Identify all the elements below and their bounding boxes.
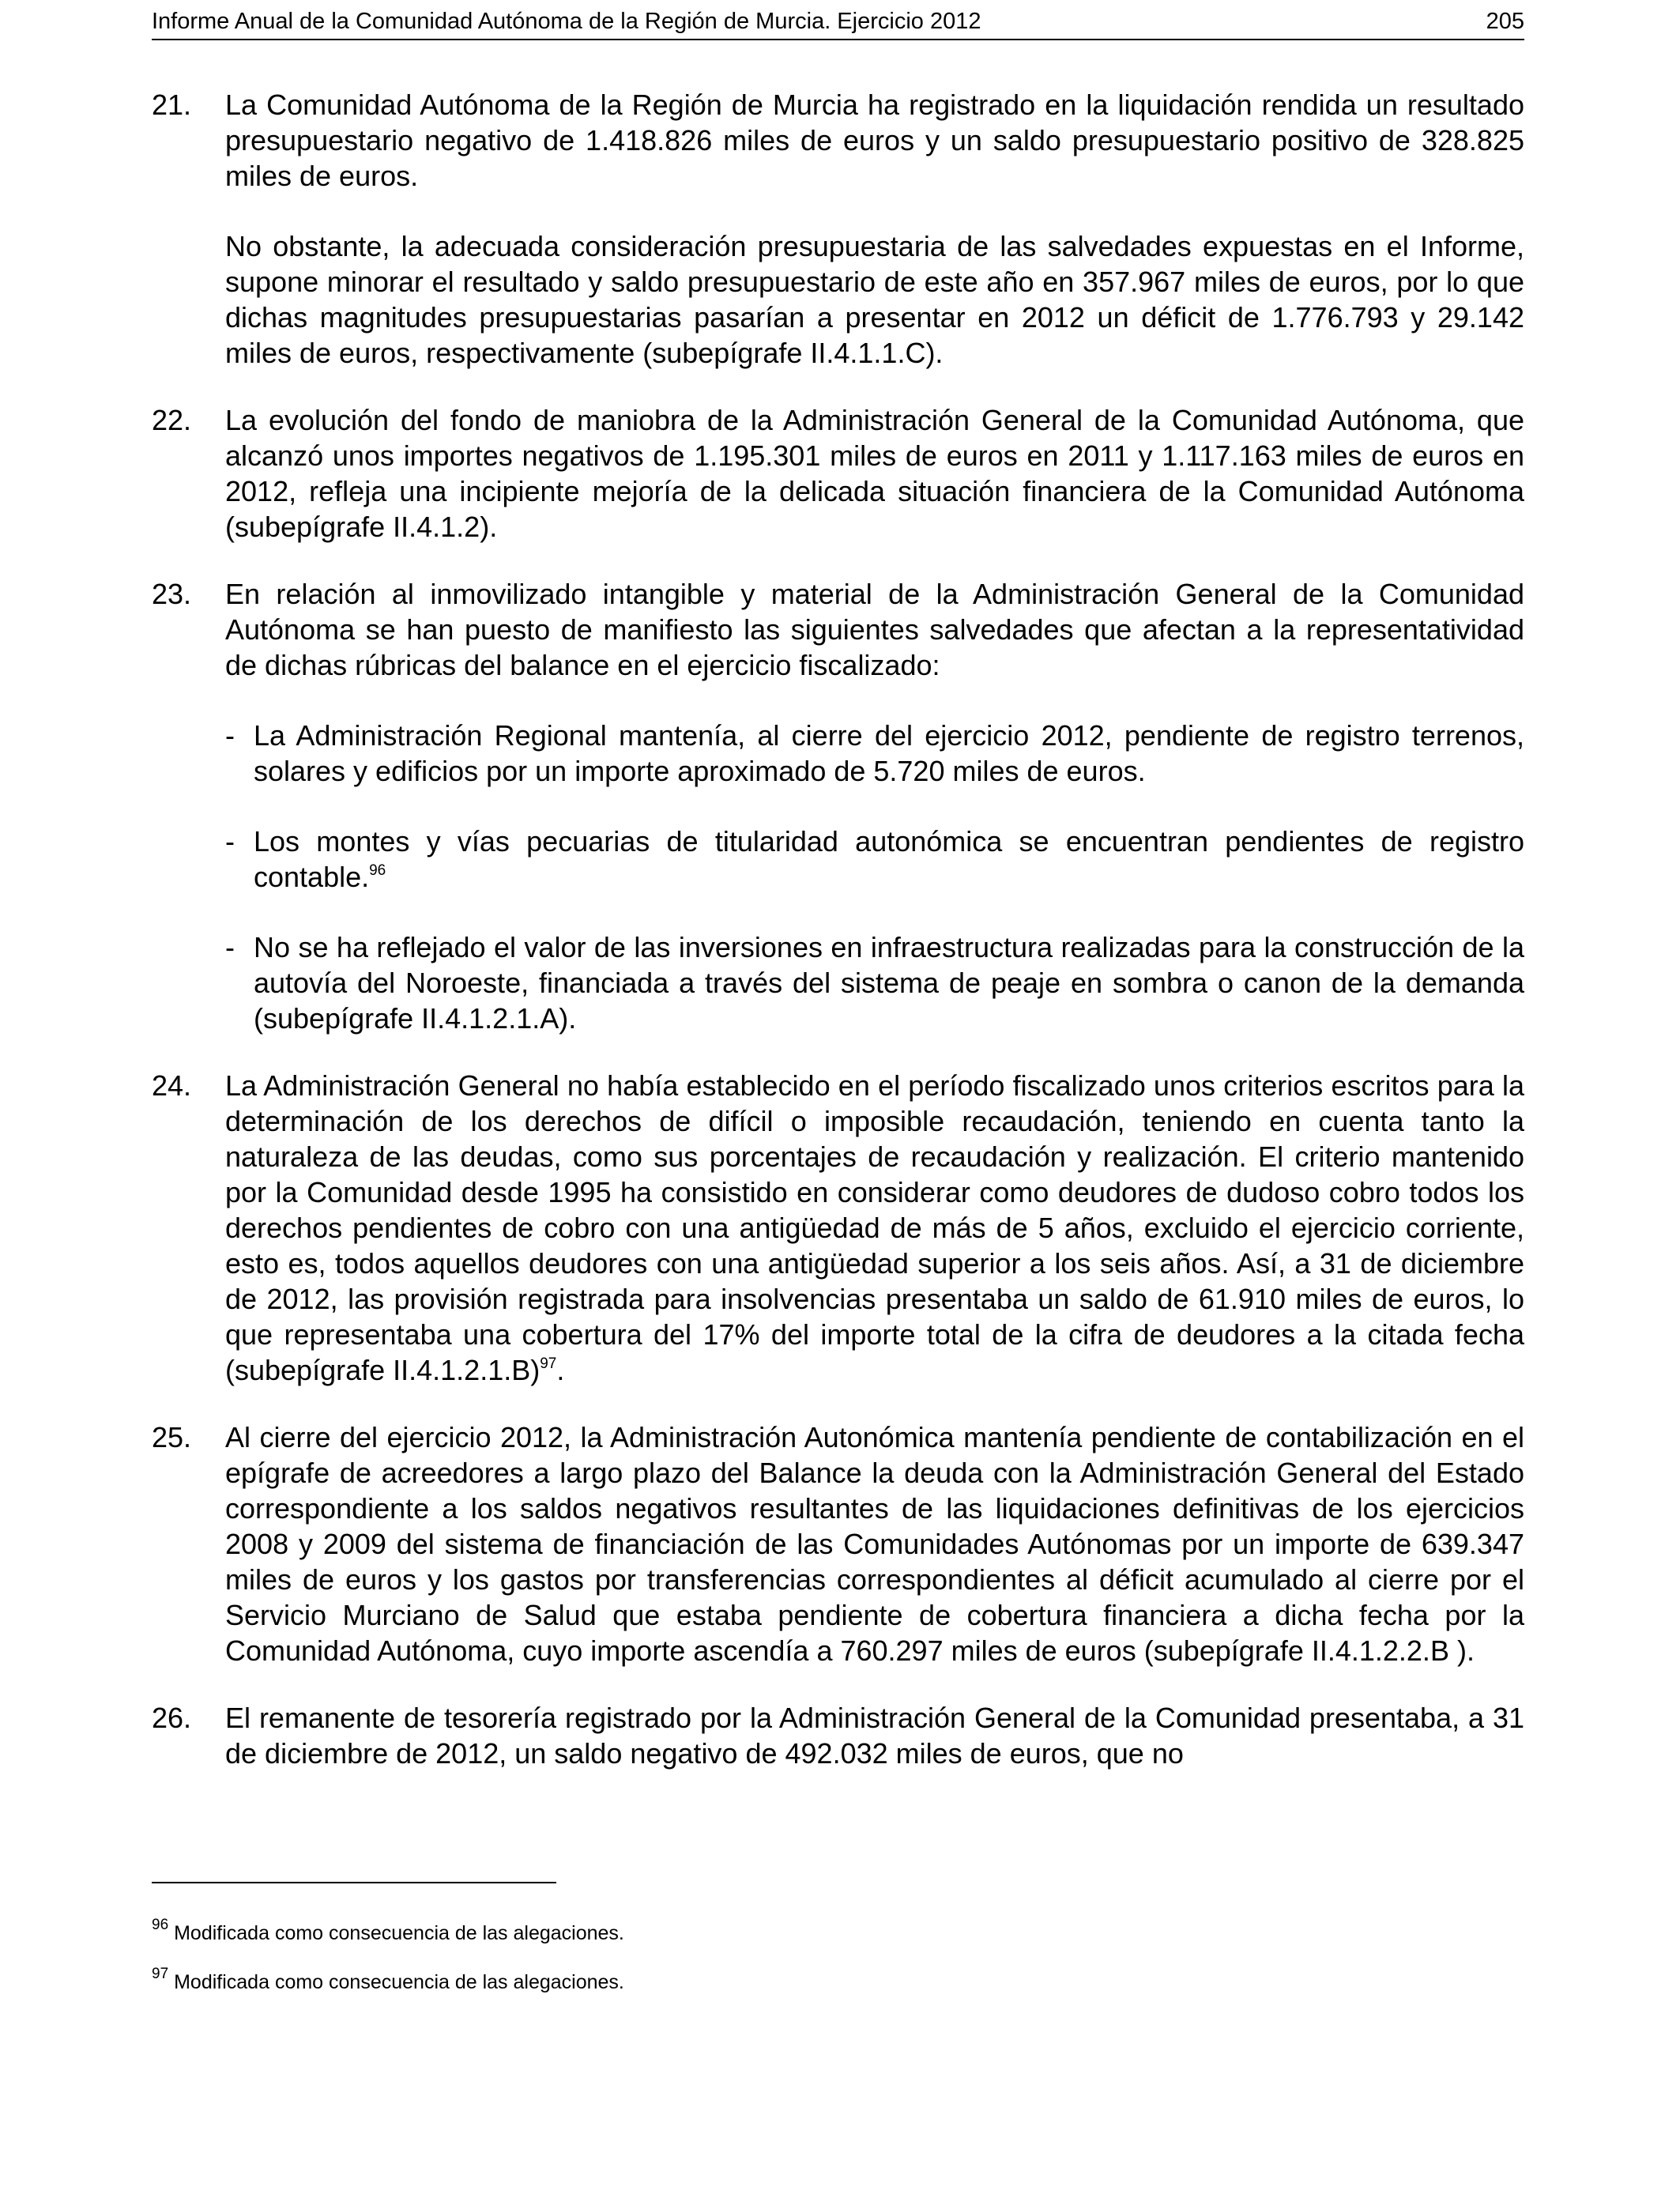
item-number: 26. <box>152 1702 192 1734</box>
list-item <box>225 824 1524 895</box>
paragraph: La evolución del fondo de maniobra de la Administración General de la Comunidad Autónoma, que alcanzó unos importes negativos de 1.195.301 miles de euros en 2011 y 1.117.163 miles de euros en 2012, refleja una incipiente mejoría de la delicada situación financiera de la Comunidad Autónoma (subepígrafe II.4.1.2). <box>225 404 1524 543</box>
footnote <box>152 1965 1524 1995</box>
list-item-text: Los montes y vías pecuarias de titularidad autonómica se encuentran pendientes de registro contable.$^{96}$ <box>254 825 1524 893</box>
item-number: 23. <box>152 578 192 610</box>
item-number: 25. <box>152 1421 192 1453</box>
item-25 <box>152 1419 1524 1668</box>
paragraph: La Comunidad Autónoma de la Región de Murcia ha registrado en la liquidación rendida un resultado presupuestario negativo de 1.418.826 miles de euros y un saldo presupuestario positivo de 328.825 miles de euros. <box>225 89 1524 192</box>
item-23 <box>152 576 1524 1036</box>
item-number: 21. <box>152 89 192 121</box>
list-item <box>225 718 1524 789</box>
footnote-number: 96 <box>152 1916 169 1933</box>
page-number: 205 <box>1486 9 1524 34</box>
document-body <box>152 87 1524 1803</box>
footnote-text: Modificada como consecuencia de las alegaciones. <box>174 1922 624 1944</box>
paragraph: El remanente de tesorería registrado por la Administración General de la Comunidad presentaba, a 31 de diciembre de 2012, un saldo negativo de 492.032 miles de euros, que no <box>225 1702 1524 1770</box>
footnote-ref[interactable]: 96 <box>369 862 386 879</box>
item-24 <box>152 1068 1524 1388</box>
page-header <box>152 5 1524 40</box>
footnote-text: Modificada como consecuencia de las alegaciones. <box>174 1971 624 1993</box>
item-number: 22. <box>152 404 192 436</box>
footnote <box>152 1916 1524 1946</box>
paragraph: En relación al inmovilizado intangible y material de la Administración General de la Comunidad Autónoma se han puesto de manifiesto las siguientes salvedades que afectan a la representatividad de dichas rúbricas del balance en el ejercicio fiscalizado: <box>225 578 1524 681</box>
salvedades-list <box>225 718 1524 1036</box>
bullet-dash: - <box>225 719 235 752</box>
footnote-separator <box>152 1882 556 1883</box>
paragraph: No obstante, la adecuada consideración presupuestaria de las salvedades expuestas en el Informe, supone minorar el resultado y saldo presupuestario de este año en 357.967 miles de euros, por lo que dichas magnitudes presupuestarias pasarían a presentar en 2012 un déficit de 1.776.793 y 29.142 miles de euros, respectivamente (subepígrafe II.4.1.1.C). <box>225 230 1524 369</box>
item-22 <box>152 402 1524 545</box>
bullet-dash: - <box>225 931 235 963</box>
footnotes <box>152 1916 1524 2019</box>
list-item-text: La Administración Regional mantenía, al cierre del ejercicio 2012, pendiente de registro terrenos, solares y edificios por un importe aproximado de 5.720 miles de euros. <box>254 719 1524 787</box>
footnote-number: 97 <box>152 1965 169 1982</box>
header-title: Informe Anual de la Comunidad Autónoma de la Región de Murcia. Ejercicio 2012 <box>152 9 981 34</box>
paragraph: Al cierre del ejercicio 2012, la Administración Autonómica mantenía pendiente de contabilización en el epígrafe de acreedores a largo plazo del Balance la deuda con la Administración General del Estado correspondiente a los saldos negativos resultantes de las liquidaciones definitivas de los ejercicios 2008 y 2009 del sistema de financiación de las Comunidades Autónomas por un importe de 639.347 miles de euros y los gastos por transferencias correspondientes al déficit acumulado al cierre por el Servicio Murciano de Salud que estaba pendiente de cobertura financiera a dicha fecha por la Comunidad Autónoma, cuyo importe ascendía a 760.297 miles de euros (subepígrafe II.4.1.2.2.B ). <box>225 1421 1524 1667</box>
item-number: 24. <box>152 1069 192 1102</box>
list-item <box>225 929 1524 1036</box>
paragraph: La Administración General no había establecido en el período fiscalizado unos criterios escritos para la determinación de los derechos de difícil o imposible recaudación, teniendo en cuenta tanto la naturaleza de las deudas, como sus porcentajes de recaudación y realización. El criterio mantenido por la Comunidad desde 1995 ha consistido en considerar como deudores de dudoso cobro todos los derechos pendientes de cobro con una antigüedad de más de 5 años, excluido el ejercicio corriente, esto es, todos aquellos deudores con una antigüedad superior a los seis años. Así, a 31 de diciembre de 2012, las provisión registrada para insolvencias presentaba un saldo de 61.910 miles de euros, lo que representaba una cobertura del 17% del importe total de la cifra de deudores a la citada fecha (subepígrafe II.4.1.2.1.B)$^{97}$. <box>225 1069 1524 1386</box>
footnote-ref[interactable]: 97 <box>540 1355 557 1372</box>
list-item-text: No se ha reflejado el valor de las inversiones en infraestructura realizadas para la construcción de la autovía del Noroeste, financiada a través del sistema de peaje en sombra o canon de la demanda (subepígrafe II.4.1.2.1.A). <box>254 931 1524 1035</box>
bullet-dash: - <box>225 825 235 858</box>
item-21 <box>152 87 1524 371</box>
item-26 <box>152 1700 1524 1771</box>
